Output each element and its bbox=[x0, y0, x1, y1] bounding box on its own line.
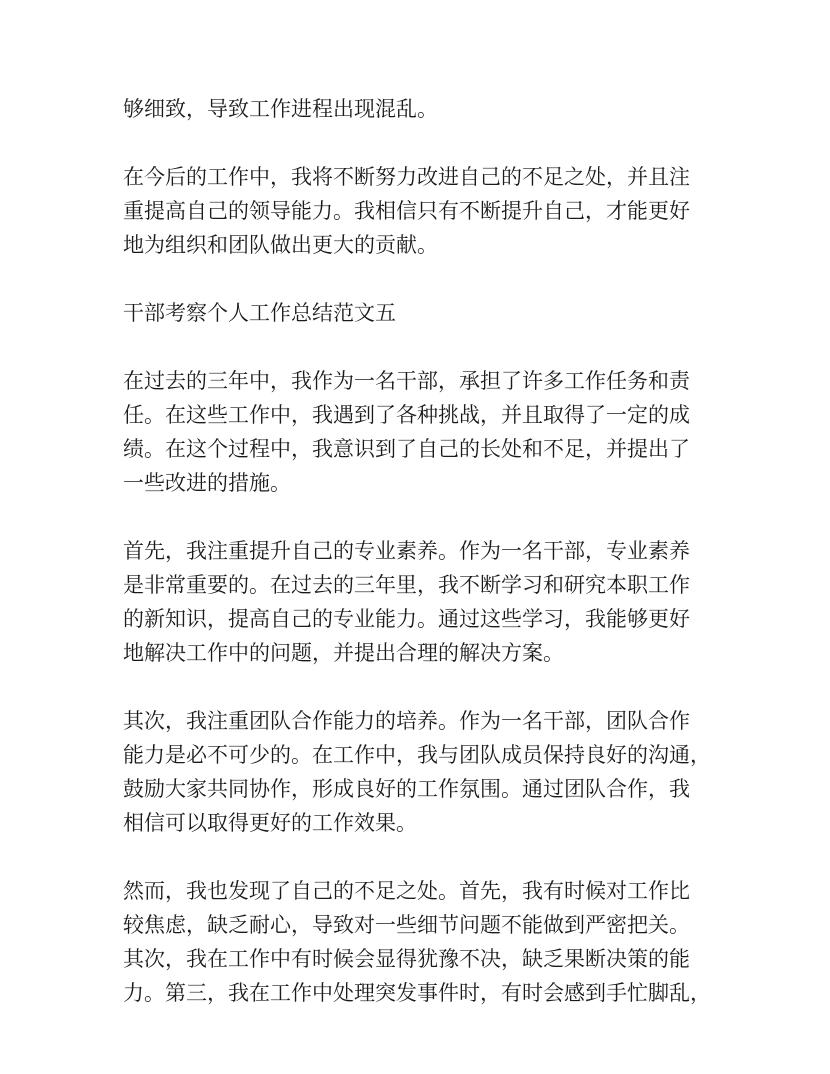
text-line: 的新知识，提高自己的专业能力。通过这些学习，我能够更好 bbox=[123, 607, 690, 631]
text-line: 一些改进的措施。 bbox=[123, 471, 291, 495]
text-line: 然而，我也发现了自己的不足之处。首先，我有时候对工作比 bbox=[123, 879, 690, 903]
heading-text: 干部考察个人工作总结范文五 bbox=[123, 301, 396, 325]
text-line: 任。在这些工作中，我遇到了各种挑战，并且取得了一定的成 bbox=[123, 403, 690, 427]
text-line: 地为组织和团队做出更大的贡献。 bbox=[123, 233, 438, 257]
text-line: 是非常重要的。在过去的三年里，我不断学习和研究本职工作 bbox=[123, 573, 690, 597]
paragraph-1 bbox=[123, 92, 723, 126]
text-line: 地解决工作中的问题，并提出合理的解决方案。 bbox=[123, 641, 564, 665]
paragraph-5 bbox=[123, 534, 723, 670]
text-line: 其次，我注重团队合作能力的培养。作为一名干部，团队合作 bbox=[123, 709, 690, 733]
text-line: 重提高自己的领导能力。我相信只有不断提升自己，才能更好 bbox=[123, 199, 690, 223]
paragraph-6 bbox=[123, 704, 723, 840]
paragraph-2 bbox=[123, 160, 723, 262]
text-line: 其次，我在工作中有时候会显得犹豫不决，缺乏果断决策的能 bbox=[123, 947, 690, 971]
text-line: 够细致，导致工作进程出现混乱。 bbox=[123, 97, 438, 121]
paragraph-4 bbox=[123, 364, 723, 500]
text-line: 相信可以取得更好的工作效果。 bbox=[123, 811, 417, 835]
paragraph-7 bbox=[123, 874, 723, 1010]
text-line: 鼓励大家共同协作，形成良好的工作氛围。通过团队合作，我 bbox=[123, 777, 690, 801]
section-heading bbox=[123, 296, 723, 330]
text-line: 较焦虑，缺乏耐心，导致对一些细节问题不能做到严密把关。 bbox=[123, 913, 690, 937]
document-body bbox=[123, 92, 723, 1044]
text-line: 能力是必不可少的。在工作中，我与团队成员保持良好的沟通， bbox=[123, 743, 711, 767]
text-line: 力。第三，我在工作中处理突发事件时，有时会感到手忙脚乱， bbox=[123, 981, 711, 1005]
text-line: 首先，我注重提升自己的专业素养。作为一名干部，专业素养 bbox=[123, 539, 690, 563]
text-line: 在今后的工作中，我将不断努力改进自己的不足之处，并且注 bbox=[123, 165, 690, 189]
text-line: 绩。在这个过程中，我意识到了自己的长处和不足，并提出了 bbox=[123, 437, 690, 461]
text-line: 在过去的三年中，我作为一名干部，承担了许多工作任务和责 bbox=[123, 369, 690, 393]
